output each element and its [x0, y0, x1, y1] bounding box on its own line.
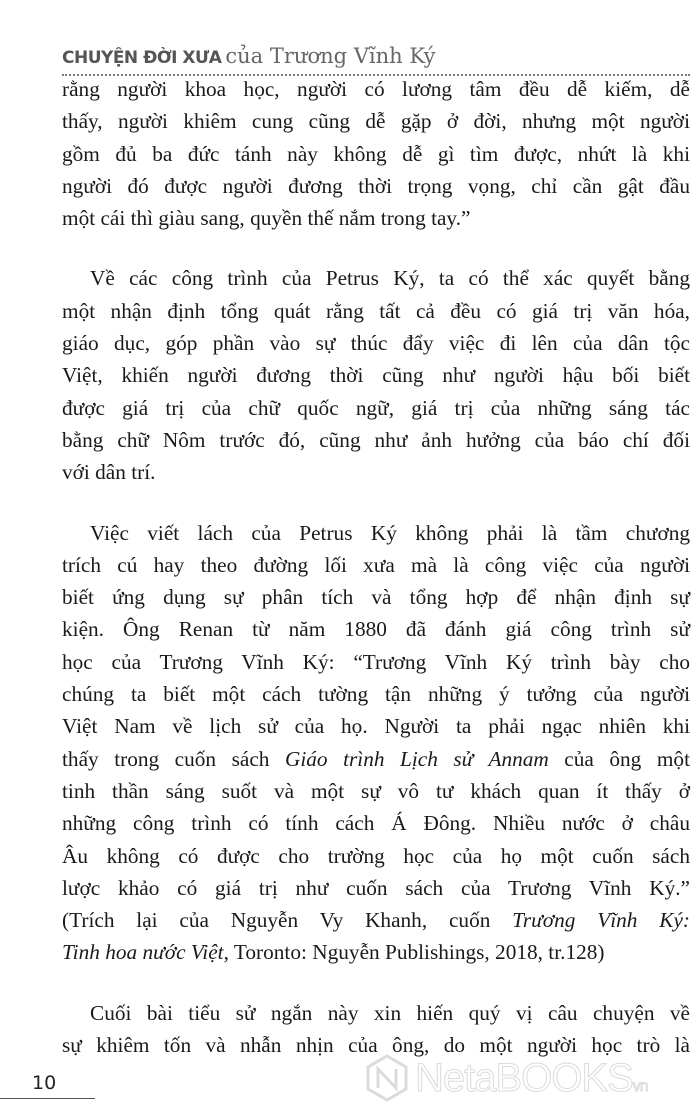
text-line: Việt, khiến người đương thời cũng như người hậu bối biết	[62, 363, 690, 388]
italic-title: Tinh hoa nước Việt	[62, 940, 224, 965]
text-line: bằng chữ Nôm trước đó, cũng như ảnh hưởng của báo chí đối	[62, 427, 690, 452]
page-number: 10	[32, 1072, 57, 1094]
text-line: Cuối bài tiểu sử ngắn này xin hiến quý vị câu chuyện về	[90, 1000, 690, 1025]
text-line: giáo dục, góp phần vào sự thúc đẩy việc đi lên của dân tộc	[62, 331, 690, 356]
book-subtitle: của Trương Vĩnh Ký	[225, 44, 436, 68]
text-line: một nhận định tổng quát rằng tất cả đều có giá trị văn hóa,	[62, 298, 690, 323]
text-line: học của Trương Vĩnh Ký: “Trương Vĩnh Ký trình bày cho	[62, 649, 690, 674]
text-line: Về các công trình của Petrus Ký, ta có thể xác quyết bằng	[90, 266, 690, 291]
text-line: tinh thần sáng suốt và một sự vô tư khách quan ít thấy ở	[62, 778, 690, 803]
watermark-text: NetaBOOKSvn	[415, 1055, 648, 1100]
italic-title: Giáo trình Lịch sử Annam	[284, 746, 549, 771]
text-line: sự khiêm tốn và nhẫn nhịn của ông, do một người học trò là	[62, 1033, 690, 1058]
text-line: kiện. Ông Renan từ năm 1880 đã đánh giá công trình sử	[62, 617, 690, 642]
book-series-title: CHUYỆN ĐỜI XƯA	[62, 48, 222, 68]
paragraph	[62, 73, 690, 234]
text-line	[62, 904, 690, 936]
text-line: với dân trí.	[62, 460, 156, 485]
text-line: gồm đủ ba đức tánh này không dễ gì tìm được, nhứt là khi	[62, 141, 690, 166]
paragraph	[62, 997, 690, 1062]
text-line: được giá trị của chữ quốc ngữ, giá trị của những sáng tác	[62, 395, 690, 420]
text-line: người đó được người đương thời trọng vọng, chỉ cần gật đầu	[62, 173, 690, 198]
text-line: Việt Nam về lịch sử của họ. Người ta phải ngạc nhiên khi	[62, 714, 690, 739]
italic-title: Trương Vĩnh Ký:	[512, 908, 690, 933]
text-line	[62, 743, 690, 775]
text-line: Âu không có được cho trường học của họ một cuốn sách	[62, 843, 690, 868]
text-line: những công trình có tính cách Á Đông. Nhiều nước ở châu	[62, 811, 690, 836]
text-segment: thấy trong cuốn sách	[62, 746, 285, 771]
text-line: biết ứng dụng sự phân tích và tổng hợp để nhận định sự	[62, 585, 690, 610]
text-line: một cái thì giàu sang, quyền thế nắm trong tay.”	[62, 206, 471, 231]
text-line: thấy, người khiêm cung cũng dễ gặp ở đời, nhưng một người	[62, 109, 690, 134]
paragraph	[62, 262, 690, 488]
text-segment: , Toronto: Nguyễn Publishings, 2018, tr.128)	[223, 940, 605, 965]
watermark	[365, 1054, 648, 1102]
text-line: lược khảo có giá trị như cuốn sách của Trương Vĩnh Ký.”	[62, 875, 690, 900]
netabooks-logo-icon	[365, 1054, 409, 1102]
text-line: Việc viết lách của Petrus Ký không phải là tầm chương	[90, 520, 690, 545]
text-segment: của ông một	[548, 746, 690, 771]
running-header	[62, 44, 690, 68]
text-line: trích cú hay theo đường lối xưa mà là công việc của người	[62, 552, 690, 577]
text-line	[62, 936, 690, 968]
footer-divider	[0, 1098, 95, 1099]
body-text	[62, 73, 690, 1089]
text-line: chúng ta biết một cách tường tận những ý tưởng của người	[62, 682, 690, 707]
text-line: rằng người khoa học, người có lương tâm đều dễ kiếm, dễ	[62, 77, 690, 101]
text-segment: (Trích lại của Nguyễn Vy Khanh, cuốn	[62, 908, 513, 933]
paragraph	[62, 517, 690, 969]
